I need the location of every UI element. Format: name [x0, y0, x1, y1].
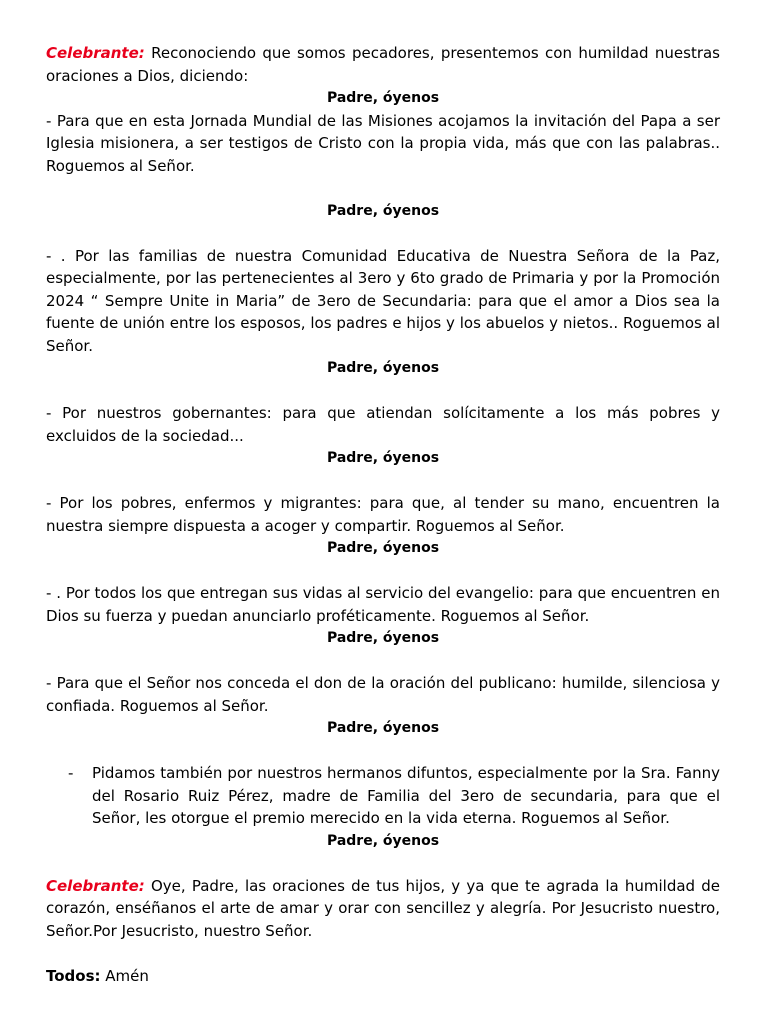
todos-label: Todos [46, 966, 95, 985]
response-line: Padre, óyenos [326, 450, 440, 466]
list-dash: - [68, 764, 74, 782]
response-line: Padre, óyenos [326, 832, 440, 849]
amen-paragraph [46, 965, 720, 988]
closing-text: Oye, Padre, las oraciones de tus hijos, y ya que te agrada la humildad de corazón, enséñanos el arte de amar y orar con sencillez y alegría. Por Jesucristo nuestro, Señor.Por Jesucristo, nuestro Señor. [46, 876, 720, 940]
petition-5: - . Por todos los que entregan sus vidas al servicio del evangelio: para que encuentren en Dios su fuerza y puedan anunciarlo proféticamente. Roguemos al Señor. [46, 584, 720, 625]
petition-4: - Por los pobres, enfermos y migrantes: para que, al tender su mano, encuentren la nuestra siempre dispuesta a acoger y compartir. Roguemos al Señor. [46, 494, 720, 535]
response-line: Padre, óyenos [326, 630, 440, 646]
petition-1: - Para que en esta Jornada Mundial de las Misiones acojamos la invitación del Papa a ser Iglesia misionera, a ser testigos de Cristo con la propia vida, más que con las palabras.. Roguemos al Señor. [46, 111, 720, 175]
petition-2: - . Por las familias de nuestra Comunidad Educativa de Nuestra Señora de la Paz, especialmente, por las pertenecientes al 3ero y 6to grado de Primaria y por la Promoción 2024 “ Sempre Unite in Maria” de 3ero de Secundaria: para que el amor a Dios sea la fuente de unión entre los esposos, los padres e hijos y los abuelos y nietos.. Roguemos al Señor. [46, 246, 720, 355]
colon: : [138, 44, 145, 62]
petition-7: Pidamos también por nuestros hermanos difuntos, especialmente por la Sra. Fanny del Rosario Ruiz Pérez, madre de Familia del 3ero de secundaria, para que el Señor, les otorgue el premio merecido en la vida eterna. Roguemos al Señor. [92, 764, 720, 827]
celebrante-label: Celebrante [46, 44, 139, 62]
petition-6: - Para que el Señor nos conceda el don de la oración del publicano: humilde, silenciosa y confiada. Roguemos al Señor. [46, 674, 720, 715]
response-line: Padre, óyenos [326, 360, 440, 376]
intro-paragraph [46, 42, 720, 87]
amen-text: Amén [100, 966, 149, 985]
petition-3: - Por nuestros gobernantes: para que atiendan solícitamente a los más pobres y excluidos de la sociedad... [46, 404, 720, 445]
intro-text: Reconociendo que somos pecadores, presentemos con humildad nuestras oraciones a Dios, diciendo: [46, 44, 720, 85]
response-line: Padre, óyenos [326, 720, 440, 736]
response-line: Padre, óyenos [326, 540, 440, 556]
colon: : [94, 966, 101, 985]
celebrante-label: Celebrante [46, 876, 139, 895]
petition-list-item [46, 762, 720, 830]
prayer-document [46, 42, 720, 987]
closing-paragraph [46, 875, 720, 943]
response-line: Padre, óyenos [326, 202, 440, 219]
colon: : [138, 876, 145, 895]
response-line: Padre, óyenos [326, 90, 440, 106]
